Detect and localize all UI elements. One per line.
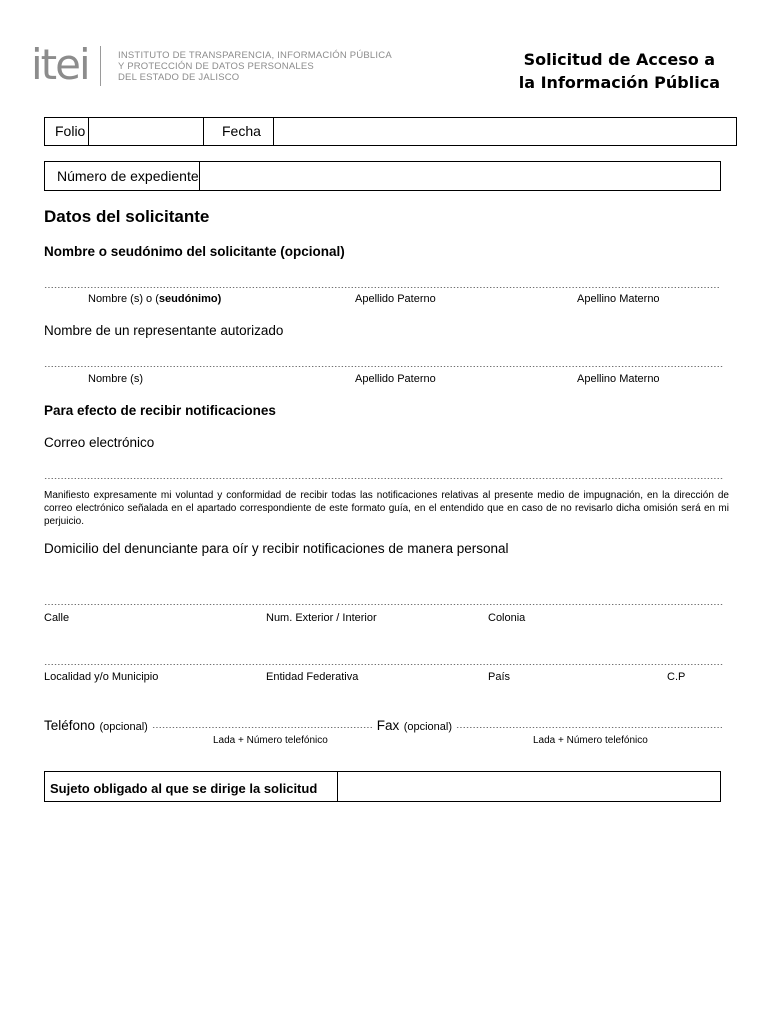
manifiesto-text: Manifiesto expresamente mi voluntad y conformidad de recibir todas las notificaciones relativas al presente medio de impugnación, en la dirección de correo electrónico señalada en el apartado correspondiente de este formato guía, en el entendido que en caso de no revisarlo dicha omisión será en mi perjuicio. [44,490,729,527]
entidad-caption: Entidad Federativa [266,671,359,683]
document-title-line-2: la Información Pública [518,73,720,92]
representante-heading: Nombre de un representante autorizado [44,323,284,338]
fecha-field[interactable] [274,118,736,145]
num-caption: Num. Exterior / Interior [266,612,377,624]
institution-name [118,50,392,83]
domicilio-line-2[interactable] [44,664,724,665]
fax-line[interactable] [456,727,722,728]
institution-line-3: DEL ESTADO DE JALISCO [118,72,240,83]
rep-nombre-caption: Nombre (s) [88,373,144,385]
folio-field[interactable] [89,118,203,145]
folio-value-divider [203,117,204,146]
sujeto-obligado-field[interactable] [338,772,720,801]
institution-line-1: INSTITUTO DE TRANSPARENCIA, INFORMACIÓN PÚBLICA [118,50,392,61]
fax-caption: Lada + Número telefónico [533,735,648,746]
expediente-label: Número de expediente [57,168,199,184]
fax-opcional: (opcional) [403,721,452,733]
representante-line[interactable] [44,366,724,367]
domicilio-line-1[interactable] [44,604,724,605]
telefono-opcional: (opcional) [99,721,148,733]
folio-label: Folio [55,123,86,139]
seudonimo-caption: seudónimo) [158,293,222,305]
institution-line-2: Y PROTECCIÓN DE DATOS PERSONALES [118,61,314,72]
sujeto-obligado-label: Sujeto obligado al que se dirige la solicitud [50,781,318,796]
apellido-materno-caption: Apellino Materno [577,293,660,305]
telefono-caption: Lada + Número telefónico [213,735,328,746]
fecha-label: Fecha [222,123,261,139]
rep-apellido-materno-caption: Apellino Materno [577,373,660,385]
colonia-caption: Colonia [488,612,526,624]
rep-apellido-paterno-caption: Apellido Paterno [355,373,436,385]
nombre-solicitante-line[interactable] [44,287,720,288]
datos-solicitante-heading: Datos del solicitante [44,207,210,226]
itei-logo: itei [31,40,89,89]
correo-label: Correo electrónico [44,435,155,450]
logo-divider [100,46,101,86]
localidad-caption: Localidad y/o Municipio [44,671,159,683]
cp-caption: C.P [667,671,686,683]
nombre-solicitante-heading: Nombre o seudónimo del solicitante (opcional) [44,244,345,259]
document-title [519,48,720,94]
document-title-line-1: Solicitud de Acceso a [523,50,716,69]
nombre-seudonimo-caption [88,293,221,305]
apellido-paterno-caption: Apellido Paterno [355,293,436,305]
expediente-field[interactable] [200,162,720,190]
telefono-line[interactable] [152,727,372,728]
pais-caption: País [488,671,511,683]
calle-caption: Calle [44,612,70,624]
notificaciones-heading: Para efecto de recibir notificaciones [44,403,276,418]
nombre-caption-prefix: Nombre (s) o ( [88,293,159,305]
domicilio-heading: Domicilio del denunciante para oír y recibir notificaciones de manera personal [44,541,509,556]
fax-label: Fax [376,718,400,733]
correo-line[interactable] [44,478,724,479]
telefono-label: Teléfono [44,718,96,733]
telefono-row [44,717,728,735]
